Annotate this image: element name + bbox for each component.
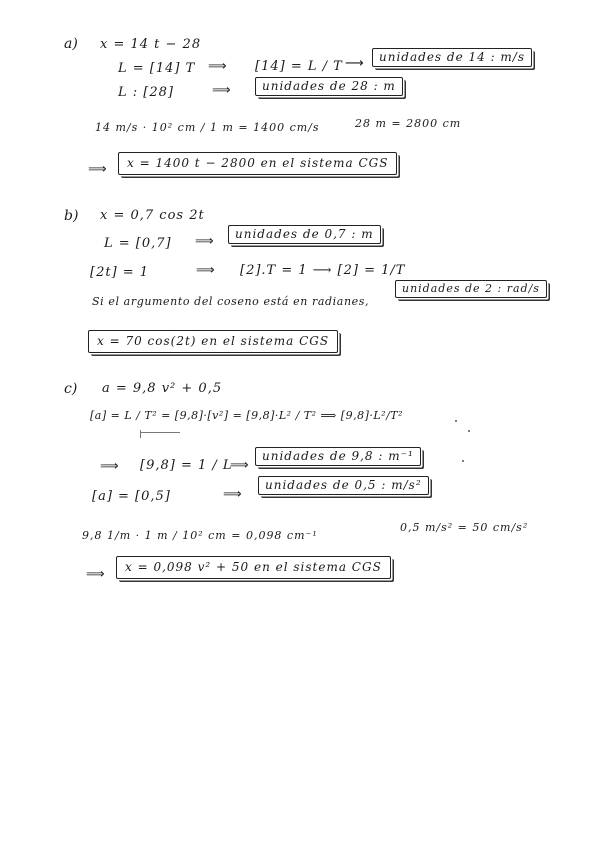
part-c-units-05-box: unidades de 0,5 : m/s² [258, 476, 429, 495]
part-b-result-box: x = 70 cos(2t) en el sistema CGS [88, 330, 338, 353]
part-a-dimension-14: L = [14] T [118, 61, 196, 76]
right-arrow: ⟶ [345, 56, 365, 71]
part-b-equation: x = 0,7 cos 2t [100, 208, 205, 223]
bracket-mark [140, 430, 141, 438]
part-c-units-98-box: unidades de 9,8 : m⁻¹ [255, 447, 421, 466]
part-c-dimension-a: [a] = L / T² = [9,8]·[v²] = [9,8]·L² / T² ⟹ [9,8]·L²/T² [90, 409, 404, 422]
implies-arrow: ⟹ [86, 567, 106, 582]
part-c-dimension-98: [9,8] = 1 / L [140, 458, 233, 473]
part-c-result-box: x = 0,098 v² + 50 en el sistema CGS [116, 556, 391, 579]
part-b-label: b) [64, 208, 79, 224]
part-a-equation: x = 14 t − 28 [100, 37, 202, 52]
implies-arrow: ⟹ [208, 59, 228, 74]
underline-mark [140, 432, 180, 433]
part-a-units-14-box: unidades de 14 : m/s [372, 48, 532, 67]
part-c-dimension-05: [a] = [0,5] [92, 489, 171, 504]
part-a-conversion-28: 28 m = 2800 cm [355, 117, 462, 130]
implies-arrow: ⟹ [212, 83, 232, 98]
part-a-units-28-box: unidades de 28 : m [255, 77, 403, 96]
part-b-dimension-2t: [2t] = 1 [90, 265, 150, 280]
implies-arrow: ⟹ [223, 487, 243, 502]
part-b-dimension-07: L = [0,7] [104, 236, 172, 251]
part-b-units-07-box: unidades de 0,7 : m [228, 225, 381, 244]
part-a-label: a) [64, 36, 78, 52]
implies-arrow: ⟹ [230, 458, 250, 473]
part-b-radians-note: Si el argumento del coseno está en radianes, [92, 295, 370, 308]
implies-arrow: ⟹ [88, 162, 108, 177]
implies-arrow: ⟹ [100, 459, 120, 474]
scan-speck [455, 420, 457, 422]
part-a-result-box: x = 1400 t − 2800 en el sistema CGS [118, 152, 397, 175]
implies-arrow: ⟹ [195, 234, 215, 249]
part-a-dimension-28: L : [28] [118, 85, 174, 100]
scan-speck [462, 460, 464, 462]
part-b-dimension-2: [2].T = 1 ⟶ [2] = 1/T [240, 263, 406, 278]
part-c-conversion-98: 9,8 1/m · 1 m / 10² cm = 0,098 cm⁻¹ [82, 529, 318, 542]
implies-arrow: ⟹ [196, 263, 216, 278]
part-c-equation: a = 9,8 v² + 0,5 [102, 381, 223, 396]
part-c-conversion-05: 0,5 m/s² = 50 cm/s² [400, 521, 529, 534]
part-a-dimension-14-result: [14] = L / T [255, 59, 343, 74]
part-b-units-2-box: unidades de 2 : rad/s [395, 280, 547, 298]
scan-speck [468, 430, 470, 432]
part-c-label: c) [64, 381, 78, 397]
part-a-conversion-14: 14 m/s · 10² cm / 1 m = 1400 cm/s [95, 121, 320, 134]
